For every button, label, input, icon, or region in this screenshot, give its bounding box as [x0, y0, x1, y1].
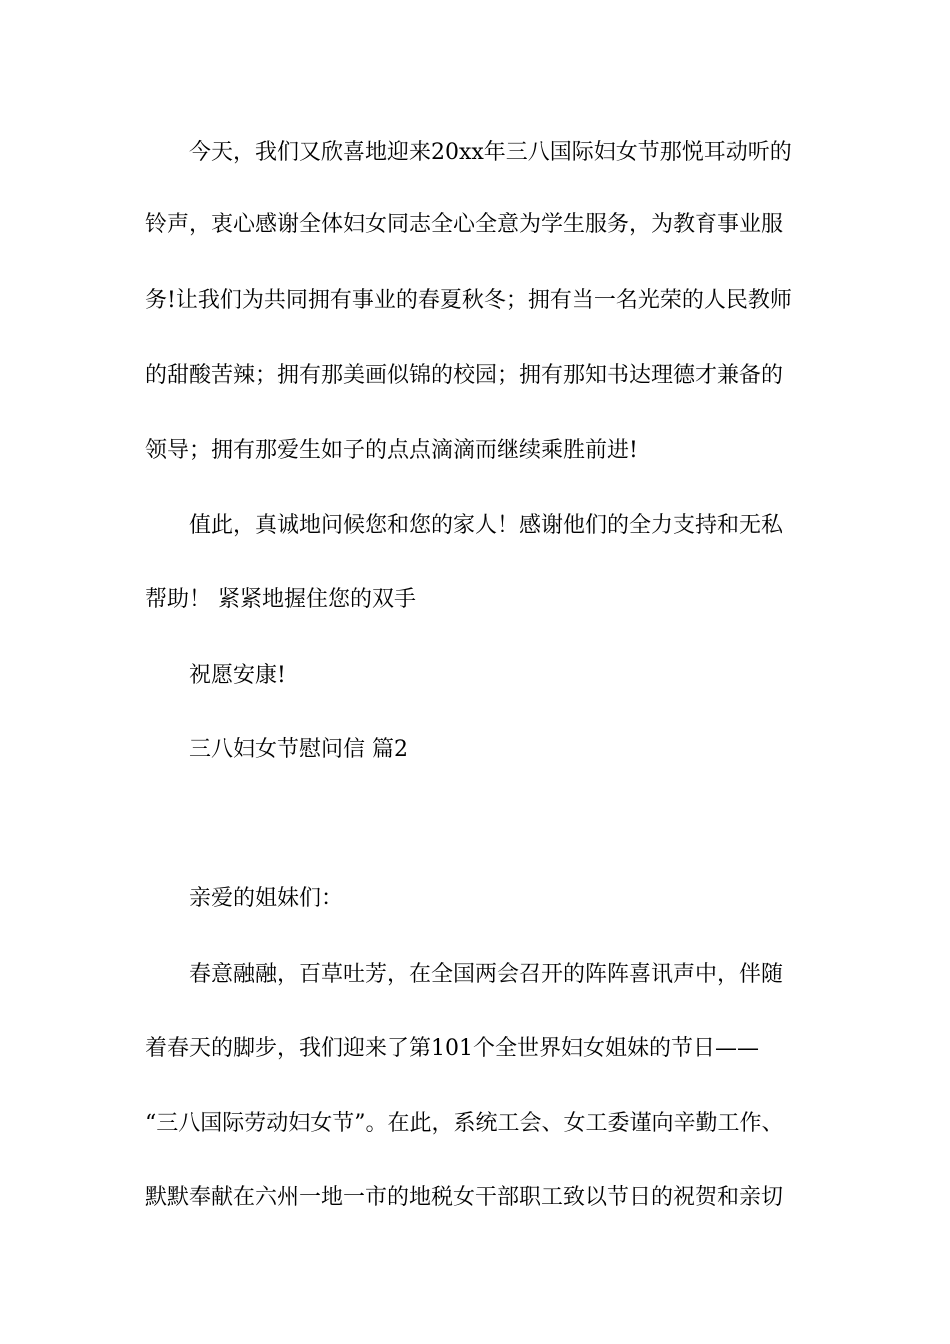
paragraph-line: 的甜酸苦辣；拥有那美画似锦的校园；拥有那知书达理德才兼备的	[145, 363, 784, 388]
paragraph-line: “三八国际劳动妇女节”。在此，系统工会、女工委谨向辛勤工作、	[145, 1111, 784, 1136]
paragraph-line: 帮助！ 紧紧地握住您的双手	[145, 587, 416, 612]
section-title: 三八妇女节慰问信 篇2	[189, 737, 408, 762]
paragraph-line: 务!让我们为共同拥有事业的春夏秋冬；拥有当一名光荣的人民教师	[145, 288, 792, 313]
paragraph-line: 默默奉献在六州一地一市的地税女干部职工致以节日的祝贺和亲切	[145, 1185, 784, 1210]
paragraph-line: 铃声，衷心感谢全体妇女同志全心全意为学生服务，为教育事业服	[145, 212, 784, 237]
salutation: 亲爱的姐妹们：	[189, 886, 344, 911]
closing-line: 祝愿安康!	[189, 663, 286, 688]
paragraph-line: 春意融融，百草吐芳，在全国两会召开的阵阵喜讯声中，伴随	[189, 962, 784, 987]
paragraph-line: 值此，真诚地问候您和您的家人！感谢他们的全力支持和无私	[189, 513, 784, 538]
paragraph-line: 着春天的脚步，我们迎来了第101个全世界妇女姐妹的节日——	[145, 1036, 759, 1061]
paragraph-line: 领导；拥有那爱生如子的点点滴滴而继续乘胜前进!	[145, 438, 638, 463]
paragraph-line: 今天，我们又欣喜地迎来20xx年三八国际妇女节那悦耳动听的	[189, 140, 792, 165]
